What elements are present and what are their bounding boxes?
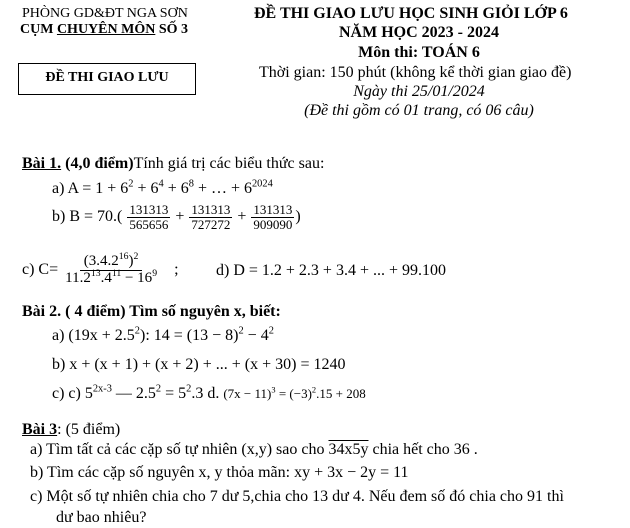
exam-title: ĐỀ THI GIAO LƯU HỌC SINH GIỎI LỚP 6	[254, 5, 568, 22]
q1-b: b) B = 70.( $\frac{131313}{565656}$ + $\frac{131313}{727272}$ + $\frac{131313}{909090}$ )	[52, 202, 301, 232]
q1-heading: Bài 1. (4,0 điểm)Tính giá trị các biểu thức sau:	[22, 155, 325, 172]
q3-c-line1: c) Một số tự nhiên chia cho 7 dư 5,chia cho 13 dư 4. Nếu đem số đó chia cho 91 thì	[30, 488, 564, 505]
q1-c: c) C= $\frac{(3.4.2^{16})^2}{11.2^{13}.4^{11} - 16^9}$ ;	[22, 251, 179, 286]
subject: Môn thi: TOÁN 6	[358, 44, 480, 61]
q2-c-d: c) c) $5^{2x-3}$ — $2.5^2 = 5^2.3$ d. $(7x - 11)^3 = (-3)^2.15 + 208$	[52, 383, 366, 402]
q2-a: a) $(19x + 2.5^2)$: $14 = (13 - 8)^2 - 4^2$	[52, 325, 274, 344]
page-note: (Đề thi gồm có 01 trang, có 06 câu)	[304, 102, 534, 119]
time-allowed: Thời gian: 150 phút (không kể thời gian giao đề)	[259, 64, 572, 81]
q3-b: b) Tìm các cặp số nguyên x, y thỏa mãn: xy + 3x − 2y = 11	[30, 464, 409, 481]
dept-name: PHÒNG GD&ĐT NGA SƠN	[22, 6, 188, 21]
q1-a: a) $A = 1 + 6^2 + 6^4 + 6^8$ + … + $6^{2024}$	[52, 178, 273, 197]
q3-heading: Bài 3: (5 điểm)	[22, 421, 121, 438]
q3-a: a) Tìm tất cả các cặp số tự nhiên (x,y) sao cho 34x5y chia hết cho 36 .	[30, 441, 478, 458]
q2-b: b) x + (x + 1) + (x + 2) + ... + (x + 30) = 1240	[52, 356, 346, 373]
q2-heading: Bài 2. ( 4 điểm) Tìm số nguyên x, biết:	[22, 303, 281, 320]
fraction-3: $\frac{131313}{909090}$	[253, 202, 293, 232]
fraction-c: $\frac{(3.4.2^{16})^2}{11.2^{13}.4^{11} - 16^9}$	[65, 251, 158, 286]
exam-type-label: ĐỀ THI GIAO LƯU	[45, 70, 169, 85]
fraction-1: $\frac{131313}{565656}$	[129, 202, 169, 232]
cluster-name: CỤM CHUYÊN MÔN SỐ 3	[20, 22, 189, 37]
q1-d: d) D = 1.2 + 2.3 + 3.4 + ... + 99.100	[216, 262, 446, 279]
fraction-2: $\frac{131313}{727272}$	[191, 202, 231, 232]
exam-date: Ngày thi 25/01/2024	[353, 83, 485, 100]
q3-c-line2: dư bao nhiêu?	[56, 509, 147, 526]
school-year: NĂM HỌC 2023 - 2024	[339, 24, 499, 41]
